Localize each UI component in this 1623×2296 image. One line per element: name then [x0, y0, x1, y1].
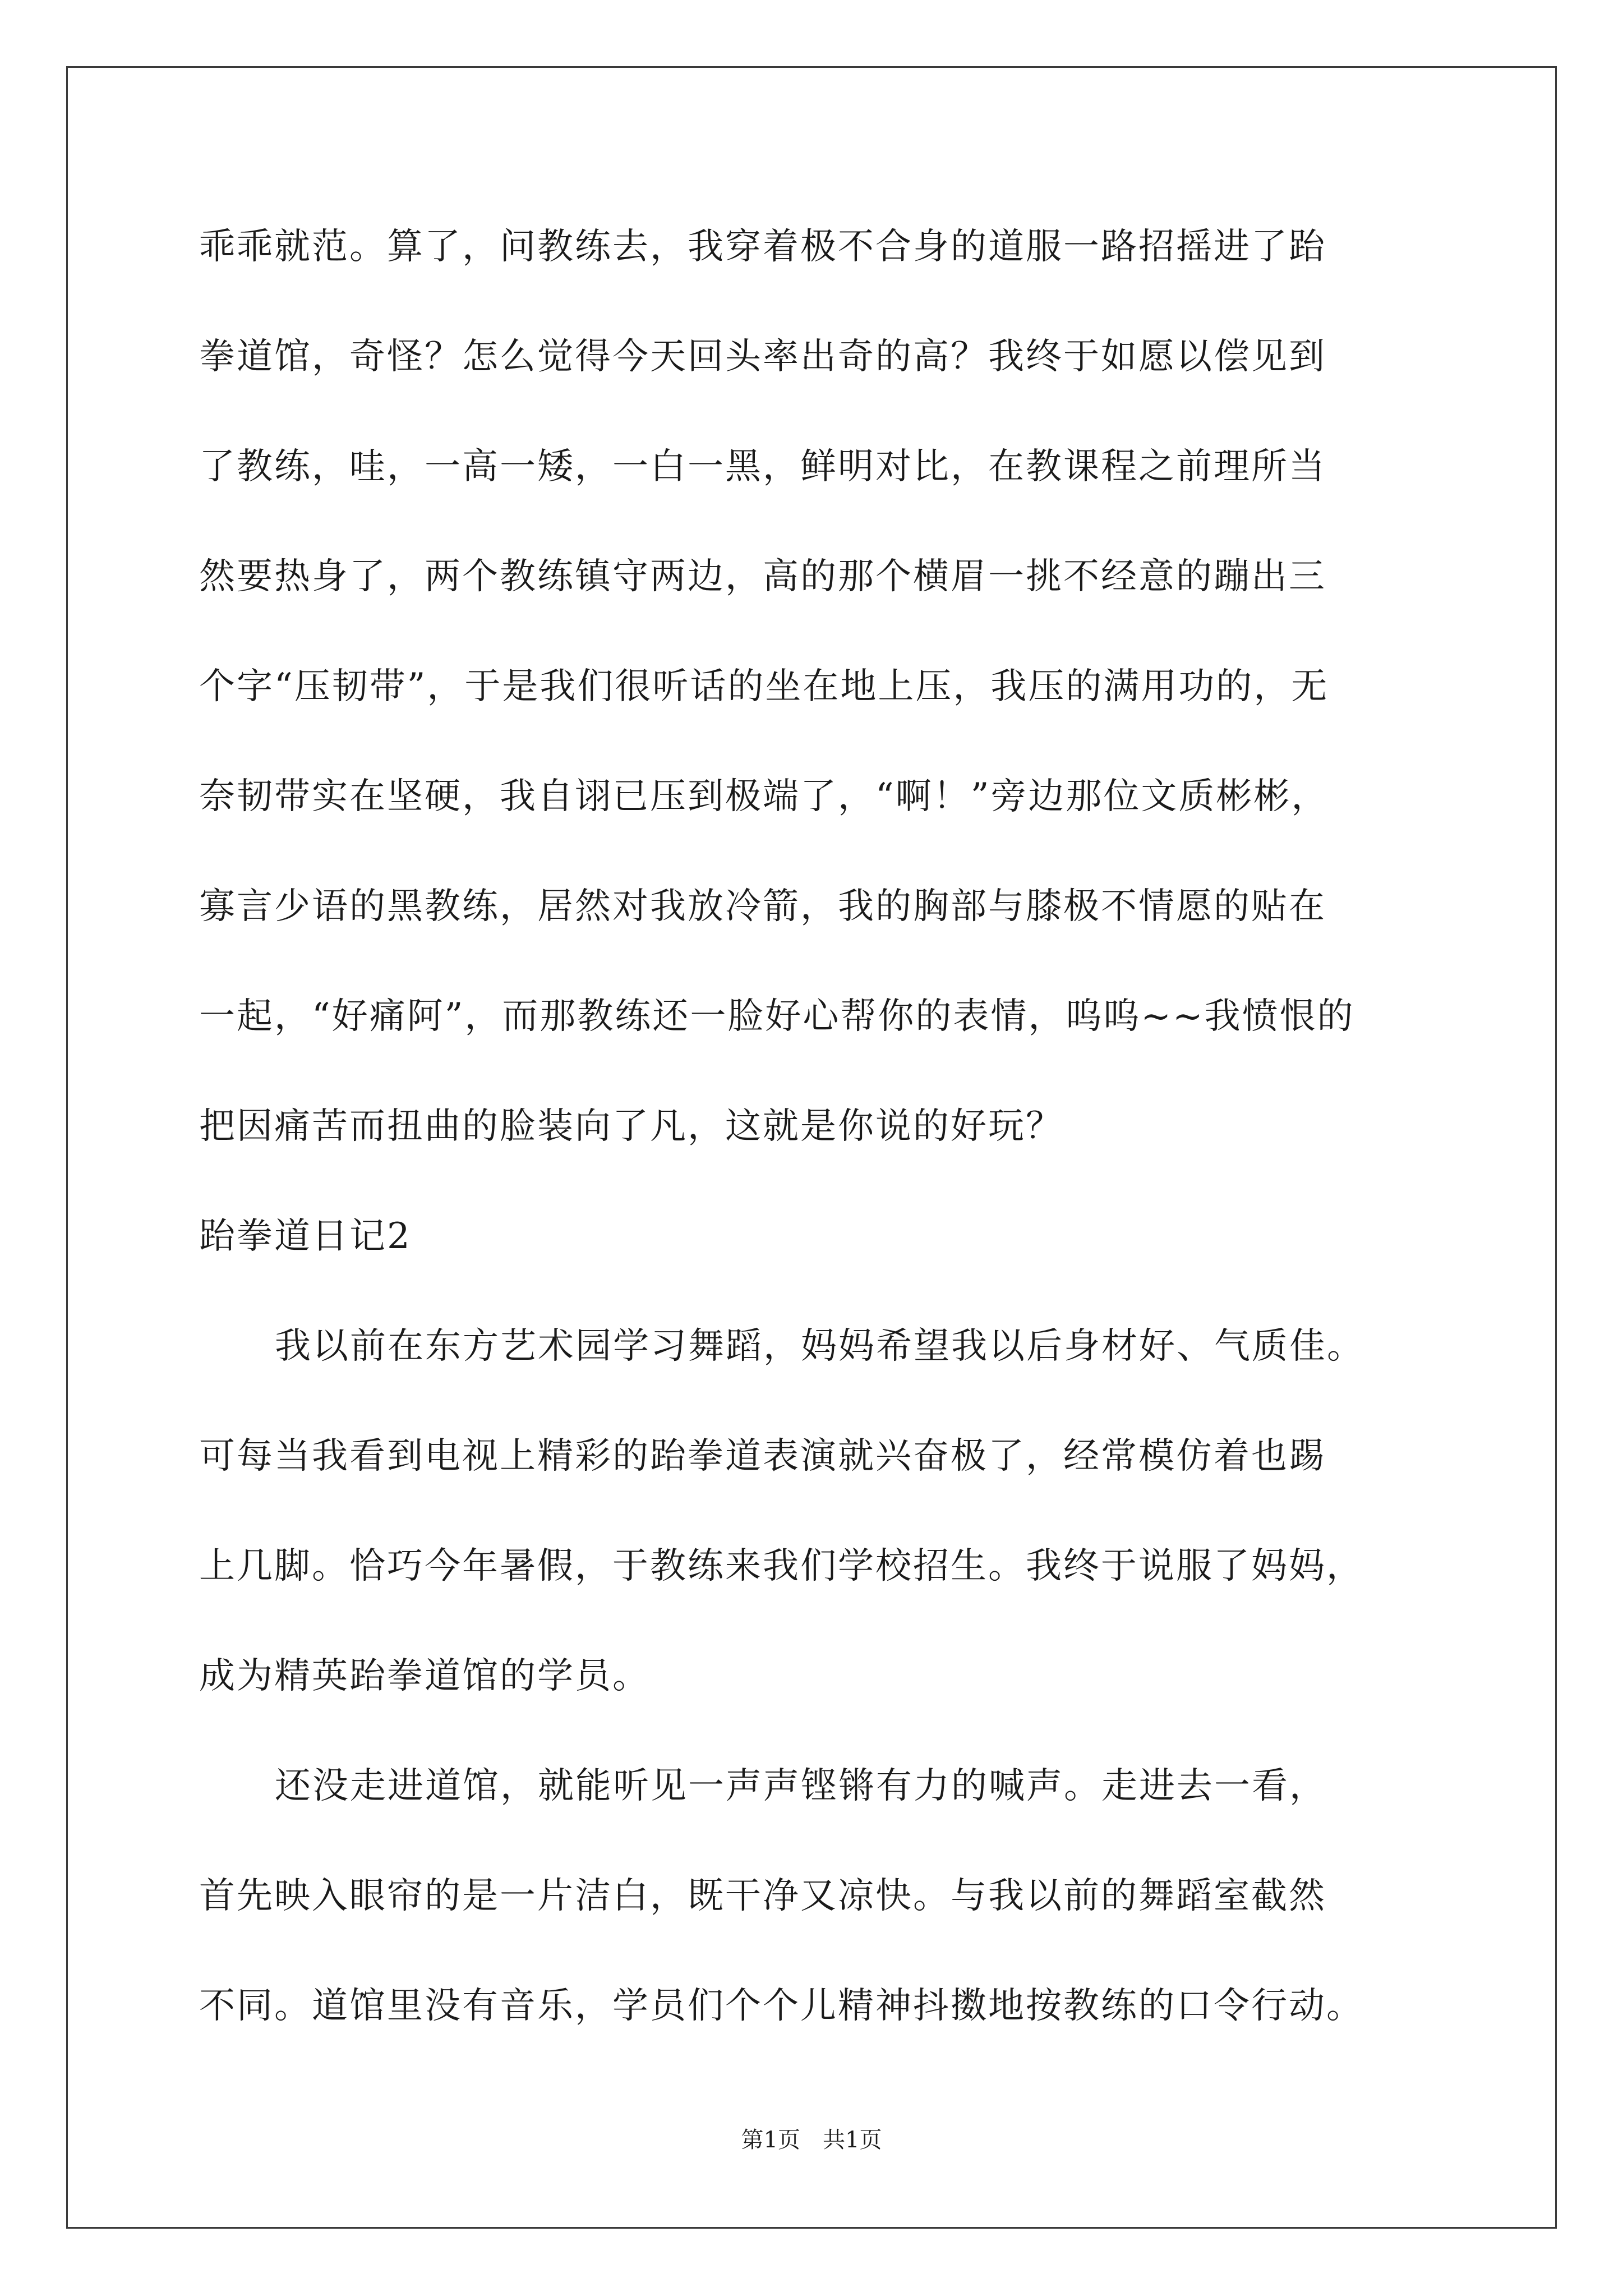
paragraph-line: 我以前在东方艺术园学习舞蹈，妈妈希望我以后身材好、气质佳。 [275, 1326, 1364, 1367]
paragraph-line: 成为精英跆拳道馆的学员。 [199, 1655, 650, 1697]
paragraph-line: 不同。道馆里没有音乐，学员们个个儿精神抖擞地按教练的口令行动。 [199, 1985, 1364, 2027]
paragraph-line: 个字“压韧带”，于是我们很听话的坐在地上压，我压的满用功的，无 [199, 666, 1329, 707]
paragraph-line: 寡言少语的黑教练，居然对我放冷箭，我的胸部与膝极不情愿的贴在 [199, 886, 1326, 927]
paragraph-line: 把因痛苦而扭曲的脸装向了凡，这就是你说的好玩？ [199, 1106, 1063, 1147]
paragraph-line: 一起，“好痛阿”，而那教练还一脸好心帮你的表情，呜呜~~我愤恨的 [199, 996, 1355, 1037]
paragraph-line: 了教练，哇，一高一矮，一白一黑，鲜明对比，在教课程之前理所当 [199, 446, 1326, 487]
paragraph-line: 还没走进道馆，就能听见一声声铿锵有力的喊声。走进去一看， [275, 1765, 1327, 1807]
paragraph-line: 乖乖就范。算了，问教练去，我穿着极不合身的道服一路招摇进了跆 [199, 226, 1326, 268]
page-number-footer: 第1页 共1页 [741, 2127, 882, 2153]
section-heading: 跆拳道日记2 [199, 1216, 412, 1257]
paragraph-line: 拳道馆，奇怪？怎么觉得今天回头率出奇的高？我终于如愿以偿见到 [199, 336, 1326, 378]
paragraph-line: 然要热身了，两个教练镇守两边，高的那个横眉一挑不经意的蹦出三 [199, 556, 1326, 597]
paragraph-line: 奈韧带实在坚硬，我自诩已压到极端了，“啊！”旁边那位文质彬彬， [199, 776, 1329, 817]
paragraph-line: 上几脚。恰巧今年暑假，于教练来我们学校招生。我终于说服了妈妈， [199, 1545, 1364, 1587]
paragraph-line: 首先映入眼帘的是一片洁白，既干净又凉快。与我以前的舞蹈室截然 [199, 1875, 1326, 1917]
paragraph-line: 可每当我看到电视上精彩的跆拳道表演就兴奋极了，经常模仿着也踢 [199, 1435, 1326, 1477]
